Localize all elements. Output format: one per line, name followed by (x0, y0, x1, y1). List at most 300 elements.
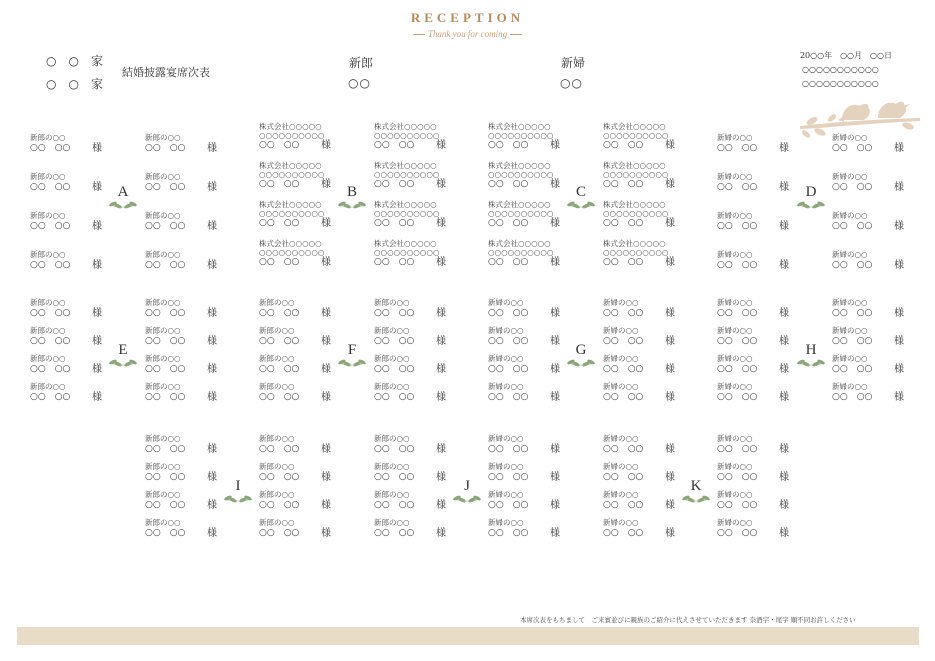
guest-entry (145, 172, 255, 200)
guest-honorific: 様 (779, 500, 789, 511)
guest-name: ○○ ○○ (259, 257, 300, 267)
guest-name: ○○ ○○ (488, 528, 529, 538)
table-marker (106, 184, 140, 214)
guest-name: ○○ ○○ (145, 182, 186, 192)
guest-affiliation: 新婦の○○ (488, 354, 524, 363)
guest-affiliation: 新郎の○○ (30, 172, 66, 181)
guest-name: ○○ ○○ (145, 528, 186, 538)
guest-entry (832, 326, 935, 354)
guest-affiliation-detail: ○○○○○○○○○○ (603, 170, 669, 179)
guest-entry (488, 239, 598, 267)
guest-entry (717, 298, 827, 326)
leaf-sprig-icon (680, 492, 712, 504)
guest-affiliation: 新郎の○○ (145, 518, 181, 527)
guest-name: ○○ ○○ (259, 392, 300, 402)
guest-affiliation: 新婦の○○ (603, 490, 639, 499)
guest-honorific: 様 (321, 308, 331, 319)
guest-honorific: 様 (436, 500, 446, 511)
guest-entry (259, 518, 369, 546)
guest-name: ○○ ○○ (488, 336, 529, 346)
guest-honorific: 様 (550, 500, 560, 511)
guest-name: ○○ ○○ (603, 500, 644, 510)
guest-name: ○○ ○○ (30, 143, 71, 153)
guest-honorific: 様 (894, 143, 904, 154)
guest-honorific: 様 (321, 218, 331, 229)
guest-honorific: 様 (779, 221, 789, 232)
leaf-sprig-icon (336, 356, 368, 368)
guest-honorific: 様 (779, 336, 789, 347)
guest-entry (145, 250, 255, 278)
guest-affiliation: 新郎の○○ (259, 326, 295, 335)
table-marker (221, 478, 255, 508)
guest-name: ○○ ○○ (603, 140, 644, 150)
guest-honorific: 様 (665, 500, 675, 511)
guest-name: ○○ ○○ (717, 308, 758, 318)
guest-entry (374, 122, 484, 150)
guest-honorific: 様 (550, 472, 560, 483)
guest-affiliation: 新郎の○○ (259, 298, 295, 307)
guest-honorific: 様 (207, 336, 217, 347)
guest-affiliation: 新婦の○○ (832, 382, 868, 391)
guest-entry (717, 490, 827, 518)
guest-honorific: 様 (321, 392, 331, 403)
guest-entry (717, 250, 827, 278)
guest-honorific: 様 (550, 392, 560, 403)
guest-affiliation: 新郎の○○ (30, 298, 66, 307)
leaf-sprig-icon (222, 492, 254, 504)
guest-honorific: 様 (894, 221, 904, 232)
guest-affiliation: 株式会社○○○○○ (488, 161, 551, 170)
guest-name: ○○ ○○ (488, 444, 529, 454)
guest-name: ○○ ○○ (832, 221, 873, 231)
guest-affiliation-detail: ○○○○○○○○○○ (374, 131, 440, 140)
guest-entry (832, 250, 935, 278)
guest-affiliation: 新郎の○○ (30, 354, 66, 363)
guest-name: ○○ ○○ (832, 182, 873, 192)
guest-honorific: 様 (207, 260, 217, 271)
guest-name: ○○ ○○ (30, 221, 71, 231)
guest-entry (30, 211, 140, 239)
guest-honorific: 様 (436, 444, 446, 455)
guest-honorific: 様 (92, 221, 102, 232)
guest-affiliation: 株式会社○○○○○ (488, 200, 551, 209)
guest-honorific: 様 (436, 364, 446, 375)
table-letter: H (805, 342, 817, 358)
guest-name: ○○ ○○ (832, 308, 873, 318)
guest-affiliation: 株式会社○○○○○ (374, 239, 437, 248)
guest-affiliation: 新郎の○○ (145, 382, 181, 391)
guest-honorific: 様 (779, 308, 789, 319)
guest-affiliation: 新郎の○○ (30, 250, 66, 259)
guest-honorific: 様 (665, 444, 675, 455)
bride-name: ○○ (560, 76, 583, 90)
guest-affiliation: 株式会社○○○○○ (374, 122, 437, 131)
guest-affiliation: 新郎の○○ (145, 211, 181, 220)
guest-honorific: 様 (779, 364, 789, 375)
guest-honorific: 様 (894, 182, 904, 193)
guest-affiliation: 新婦の○○ (603, 434, 639, 443)
guest-name: ○○ ○○ (603, 336, 644, 346)
guest-honorific: 様 (779, 143, 789, 154)
guest-affiliation-detail: ○○○○○○○○○○ (603, 248, 669, 257)
guest-entry (30, 133, 140, 161)
table-letter: J (464, 478, 470, 494)
guest-honorific: 様 (550, 218, 560, 229)
table-marker (335, 342, 369, 372)
guest-name: ○○ ○○ (717, 364, 758, 374)
guest-honorific: 様 (207, 392, 217, 403)
guest-entry (603, 518, 713, 546)
guest-affiliation: 新婦の○○ (488, 382, 524, 391)
guest-honorific: 様 (92, 392, 102, 403)
guest-honorific: 様 (665, 179, 675, 190)
guest-affiliation: 新婦の○○ (603, 354, 639, 363)
guest-affiliation: 新郎の○○ (30, 382, 66, 391)
leaf-sprig-icon (795, 356, 827, 368)
guest-entry (488, 434, 598, 462)
table-letter: I (235, 478, 241, 494)
groom-name: ○○ (348, 76, 371, 90)
guest-honorific: 様 (207, 528, 217, 539)
guest-entry (832, 133, 935, 161)
guest-affiliation: 新郎の○○ (259, 490, 295, 499)
guest-affiliation: 新郎の○○ (374, 354, 410, 363)
guest-name: ○○ ○○ (374, 364, 415, 374)
reception-title: RECEPTION (410, 10, 525, 25)
guest-name: ○○ ○○ (145, 500, 186, 510)
guest-entry (259, 298, 369, 326)
guest-honorific: 様 (92, 143, 102, 154)
guest-name: ○○ ○○ (374, 528, 415, 538)
guest-name: ○○ ○○ (259, 444, 300, 454)
guest-affiliation: 新婦の○○ (832, 133, 868, 142)
guest-name: ○○ ○○ (30, 260, 71, 270)
guest-affiliation: 新郎の○○ (374, 298, 410, 307)
guest-honorific: 様 (207, 472, 217, 483)
guest-affiliation: 新婦の○○ (717, 326, 753, 335)
guest-entry (832, 354, 935, 382)
guest-honorific: 様 (550, 257, 560, 268)
guest-honorific: 様 (665, 528, 675, 539)
guest-entry (717, 133, 827, 161)
guest-honorific: 様 (321, 500, 331, 511)
guest-entry (30, 298, 140, 326)
guest-entry (832, 211, 935, 239)
guest-affiliation: 新郎の○○ (145, 462, 181, 471)
guest-name: ○○ ○○ (145, 221, 186, 231)
family-name-2: ○ ○ 家 (46, 77, 103, 91)
guest-name: ○○ ○○ (30, 336, 71, 346)
guest-entry (259, 490, 369, 518)
guest-name: ○○ ○○ (717, 143, 758, 153)
guest-name: ○○ ○○ (717, 336, 758, 346)
guest-affiliation: 新郎の○○ (30, 326, 66, 335)
guest-affiliation: 新郎の○○ (374, 382, 410, 391)
guest-name: ○○ ○○ (488, 500, 529, 510)
guest-name: ○○ ○○ (488, 472, 529, 482)
guest-affiliation: 新婦の○○ (717, 382, 753, 391)
guest-affiliation: 新婦の○○ (717, 298, 753, 307)
guest-honorific: 様 (92, 260, 102, 271)
guest-entry (259, 382, 369, 410)
guest-entry (603, 298, 713, 326)
guest-honorific: 様 (779, 472, 789, 483)
guest-affiliation: 株式会社○○○○○ (259, 200, 322, 209)
guest-affiliation: 新婦の○○ (603, 518, 639, 527)
guest-honorific: 様 (321, 472, 331, 483)
guest-entry (145, 326, 255, 354)
guest-name: ○○ ○○ (832, 392, 873, 402)
guest-honorific: 様 (665, 336, 675, 347)
guest-honorific: 様 (550, 308, 560, 319)
guest-entry (259, 434, 369, 462)
guest-name: ○○ ○○ (374, 444, 415, 454)
guest-affiliation-detail: ○○○○○○○○○○ (374, 170, 440, 179)
guest-entry (488, 518, 598, 546)
document-title: 結婚披露宴席次表 (122, 66, 210, 79)
guest-entry (717, 382, 827, 410)
guest-name: ○○ ○○ (30, 392, 71, 402)
leaf-sprig-icon (565, 356, 597, 368)
table-marker (794, 342, 828, 372)
guest-affiliation: 新婦の○○ (488, 326, 524, 335)
tagline-text: Thank you for coming (427, 29, 508, 39)
table-marker (564, 342, 598, 372)
guest-name: ○○ ○○ (717, 221, 758, 231)
guest-honorific: 様 (894, 308, 904, 319)
guest-entry (603, 239, 713, 267)
guest-honorific: 様 (550, 364, 560, 375)
guest-affiliation: 新郎の○○ (145, 434, 181, 443)
guest-honorific: 様 (92, 182, 102, 193)
guest-honorific: 様 (321, 444, 331, 455)
info-line-2: ○○○○○○○○○○○ (802, 79, 879, 88)
guest-entry (603, 161, 713, 189)
guest-honorific: 様 (436, 179, 446, 190)
table-marker (564, 184, 598, 214)
guest-affiliation-detail: ○○○○○○○○○○ (259, 170, 325, 179)
guest-name: ○○ ○○ (832, 260, 873, 270)
guest-name: ○○ ○○ (832, 364, 873, 374)
guest-affiliation: 新郎の○○ (259, 354, 295, 363)
guest-entry (717, 434, 827, 462)
guest-affiliation: 新婦の○○ (603, 298, 639, 307)
guest-affiliation: 株式会社○○○○○ (374, 200, 437, 209)
guest-affiliation: 新郎の○○ (145, 326, 181, 335)
table-marker (450, 478, 484, 508)
guest-honorific: 様 (436, 218, 446, 229)
guest-name: ○○ ○○ (374, 472, 415, 482)
guest-affiliation: 新婦の○○ (717, 250, 753, 259)
guest-affiliation: 新郎の○○ (259, 518, 295, 527)
guest-name: ○○ ○○ (717, 182, 758, 192)
guest-name: ○○ ○○ (717, 392, 758, 402)
guest-honorific: 様 (665, 392, 675, 403)
table-marker (679, 478, 713, 508)
guest-affiliation: 新郎の○○ (145, 490, 181, 499)
guest-honorific: 様 (894, 364, 904, 375)
guest-affiliation: 新郎の○○ (145, 298, 181, 307)
guest-affiliation: 新婦の○○ (717, 462, 753, 471)
guest-affiliation: 新婦の○○ (717, 133, 753, 142)
guest-affiliation: 新婦の○○ (717, 172, 753, 181)
info-line-1: ○○○○○○○○○○○ (802, 65, 879, 74)
guest-affiliation: 新婦の○○ (832, 172, 868, 181)
guest-affiliation: 新郎の○○ (145, 250, 181, 259)
guest-name: ○○ ○○ (259, 472, 300, 482)
guest-entry (717, 518, 827, 546)
guest-honorific: 様 (321, 336, 331, 347)
guest-name: ○○ ○○ (374, 179, 415, 189)
guest-entry (30, 382, 140, 410)
tagline (0, 29, 935, 39)
guest-entry (488, 382, 598, 410)
guest-entry (145, 211, 255, 239)
guest-honorific: 様 (321, 140, 331, 151)
guest-affiliation: 株式会社○○○○○ (603, 239, 666, 248)
leaf-sprig-icon (107, 198, 139, 210)
groom-label: 新郎 (349, 56, 374, 70)
guest-affiliation: 新郎の○○ (374, 434, 410, 443)
guest-name: ○○ ○○ (603, 364, 644, 374)
guest-honorific: 様 (321, 179, 331, 190)
guest-name: ○○ ○○ (30, 364, 71, 374)
guest-honorific: 様 (550, 336, 560, 347)
guest-name: ○○ ○○ (145, 308, 186, 318)
footer-note: 本席次表をもちまして ご来賓並びに親族のご紹介に代えさせていただきます 杂酒字・尾字 順不同お許しください (520, 616, 856, 624)
guest-entry (488, 298, 598, 326)
guest-entry (145, 298, 255, 326)
guest-name: ○○ ○○ (603, 257, 644, 267)
guest-name: ○○ ○○ (717, 500, 758, 510)
guest-affiliation-detail: ○○○○○○○○○○ (259, 248, 325, 257)
guest-affiliation-detail: ○○○○○○○○○○ (603, 209, 669, 218)
guest-affiliation: 新婦の○○ (832, 326, 868, 335)
guest-affiliation: 新婦の○○ (832, 298, 868, 307)
guest-entry (374, 518, 484, 546)
guest-name: ○○ ○○ (603, 528, 644, 538)
guest-entry (145, 434, 255, 462)
guest-honorific: 様 (92, 364, 102, 375)
guest-affiliation-detail: ○○○○○○○○○○ (488, 131, 554, 140)
guest-affiliation: 新郎の○○ (374, 462, 410, 471)
guest-honorific: 様 (436, 528, 446, 539)
leaf-sprig-icon (565, 198, 597, 210)
guest-entry (259, 239, 369, 267)
guest-affiliation: 新郎の○○ (259, 462, 295, 471)
guest-affiliation: 新婦の○○ (488, 298, 524, 307)
guest-honorific: 様 (321, 257, 331, 268)
guest-honorific: 様 (207, 221, 217, 232)
guest-honorific: 様 (665, 308, 675, 319)
guest-name: ○○ ○○ (488, 364, 529, 374)
guest-affiliation-detail: ○○○○○○○○○○ (259, 131, 325, 140)
guest-entry (488, 462, 598, 490)
guest-name: ○○ ○○ (603, 444, 644, 454)
guest-name: ○○ ○○ (488, 179, 529, 189)
guest-entry (374, 434, 484, 462)
guest-name: ○○ ○○ (30, 182, 71, 192)
guest-affiliation: 新婦の○○ (717, 434, 753, 443)
guest-name: ○○ ○○ (259, 308, 300, 318)
guest-entry (603, 434, 713, 462)
guest-affiliation: 新郎の○○ (145, 172, 181, 181)
guest-entry (145, 518, 255, 546)
guest-affiliation: 新郎の○○ (30, 133, 66, 142)
guest-entry (603, 354, 713, 382)
guest-name: ○○ ○○ (259, 500, 300, 510)
guest-honorific: 様 (550, 528, 560, 539)
guest-honorific: 様 (665, 140, 675, 151)
guest-honorific: 様 (207, 500, 217, 511)
guest-honorific: 様 (207, 182, 217, 193)
guest-affiliation: 株式会社○○○○○ (488, 239, 551, 248)
guest-entry (603, 326, 713, 354)
guest-name: ○○ ○○ (374, 392, 415, 402)
guest-honorific: 様 (779, 392, 789, 403)
guest-honorific: 様 (92, 336, 102, 347)
wedding-date: 20○○年 ○○月 ○○日 (799, 51, 892, 60)
guest-affiliation: 新婦の○○ (717, 490, 753, 499)
guest-affiliation: 株式会社○○○○○ (259, 122, 322, 131)
guest-honorific: 様 (436, 336, 446, 347)
guest-affiliation: 新婦の○○ (488, 518, 524, 527)
guest-affiliation: 新婦の○○ (832, 211, 868, 220)
guest-honorific: 様 (550, 444, 560, 455)
guest-honorific: 様 (779, 528, 789, 539)
guest-affiliation-detail: ○○○○○○○○○○ (374, 209, 440, 218)
guest-affiliation: 株式会社○○○○○ (259, 161, 322, 170)
guest-entry (603, 382, 713, 410)
guest-name: ○○ ○○ (145, 336, 186, 346)
guest-honorific: 様 (665, 218, 675, 229)
guest-affiliation: 新郎の○○ (374, 326, 410, 335)
guest-affiliation: 株式会社○○○○○ (603, 161, 666, 170)
guest-name: ○○ ○○ (488, 218, 529, 228)
guest-affiliation: 新婦の○○ (832, 354, 868, 363)
guest-affiliation: 新郎の○○ (145, 354, 181, 363)
guest-entry (832, 382, 935, 410)
guest-name: ○○ ○○ (488, 392, 529, 402)
guest-honorific: 様 (436, 140, 446, 151)
guest-affiliation-detail: ○○○○○○○○○○ (488, 209, 554, 218)
guest-affiliation: 新郎の○○ (145, 133, 181, 142)
guest-honorific: 様 (665, 364, 675, 375)
guest-name: ○○ ○○ (259, 179, 300, 189)
guest-affiliation: 新婦の○○ (603, 326, 639, 335)
guest-name: ○○ ○○ (145, 260, 186, 270)
guest-honorific: 様 (894, 392, 904, 403)
guest-honorific: 様 (779, 260, 789, 271)
table-letter: C (575, 184, 586, 200)
guest-honorific: 様 (436, 257, 446, 268)
guest-name: ○○ ○○ (145, 364, 186, 374)
guest-affiliation: 株式会社○○○○○ (374, 161, 437, 170)
table-letter: B (346, 184, 357, 200)
guest-name: ○○ ○○ (259, 528, 300, 538)
guest-affiliation: 新郎の○○ (30, 211, 66, 220)
guest-name: ○○ ○○ (259, 364, 300, 374)
guest-entry (717, 211, 827, 239)
guest-honorific: 様 (436, 308, 446, 319)
table-marker (794, 184, 828, 214)
leaf-sprig-icon (336, 198, 368, 210)
guest-name: ○○ ○○ (832, 336, 873, 346)
guest-honorific: 様 (321, 528, 331, 539)
guest-entry (374, 326, 484, 354)
guest-name: ○○ ○○ (488, 308, 529, 318)
table-marker (106, 342, 140, 372)
